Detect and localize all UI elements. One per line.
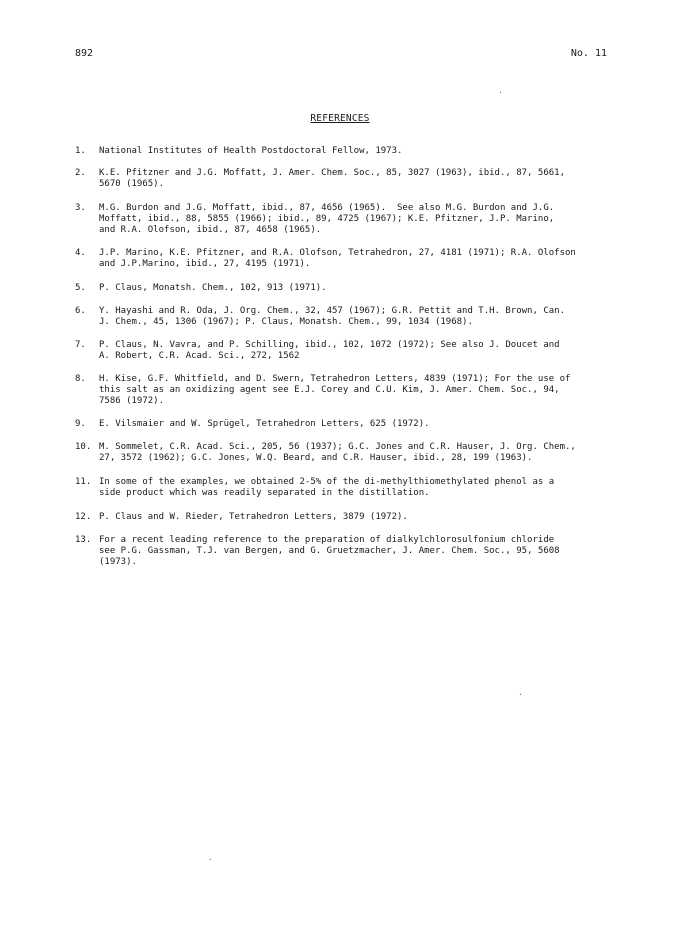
reference-text: K.E. Pfitzner and J.G. Moffatt, J. Amer. Chem. Soc., 85, 3027 (1963), ibid., 87, 5661, 5670 (1965). xyxy=(99,168,565,189)
reference-text: Y. Hayashi and R. Oda, J. Org. Chem., 32, 457 (1967); G.R. Pettit and T.H. Brown, Can. J. Chem., 45, 1306 (1967); P. Claus, Monatsh. Chem., 99, 1034 (1968). xyxy=(99,306,565,327)
stray-mark: · xyxy=(208,855,213,864)
reference-text: National Institutes of Health Postdoctoral Fellow, 1973. xyxy=(99,146,403,156)
reference-number: 3. xyxy=(75,203,86,213)
reference-text: H. Kise, G.F. Whitfield, and D. Swern, Tetrahedron Letters, 4839 (1971); For the use of this salt as an oxidizing agent see E.J. Corey and C.U. Kim, J. Amer. Chem. Soc., 94, 7586 (1972). xyxy=(99,374,571,406)
issue-number: No. 11 xyxy=(570,48,607,59)
reference-number: 11. xyxy=(75,477,92,487)
reference-number: 10. xyxy=(75,442,92,452)
reference-number: 13. xyxy=(75,535,92,545)
reference-text: P. Claus and W. Rieder, Tetrahedron Letters, 3879 (1972). xyxy=(99,512,408,522)
reference-text: P. Claus, N. Vavra, and P. Schilling, ibid., 102, 1072 (1972); See also J. Doucet and A. Robert, C.R. Acad. Sci., 272, 1562 xyxy=(99,340,560,361)
reference-text: M.G. Burdon and J.G. Moffatt, ibid., 87, 4656 (1965). See also M.G. Burdon and J.G. Moffatt, ibid., 88, 5855 (1966); ibid., 89, 4725 (1967); K.E. Pfitzner, J.P. Marino, and R.A. Olofson, ibid., 87, 4658 (1965). xyxy=(99,203,555,235)
page-number: 892 xyxy=(75,48,94,59)
reference-text: In some of the examples, we obtained 2-5% of the di-methylthiomethylated phenol as a side product which was readily separated in the distillation. xyxy=(99,477,555,498)
stray-mark: · xyxy=(498,88,503,97)
reference-number: 8. xyxy=(75,374,86,384)
reference-number: 7. xyxy=(75,340,86,350)
reference-text: For a recent leading reference to the preparation of dialkylchlorosulfonium chloride see P.G. Gassman, T.J. van Bergen, and G. Gruetzmacher, J. Amer. Chem. Soc., 95, 5608 (1973). xyxy=(99,535,560,567)
reference-number: 1. xyxy=(75,146,86,156)
reference-text: M. Sommelet, C.R. Acad. Sci., 205, 56 (1937); G.C. Jones and C.R. Hauser, J. Org. Chem., 27, 3572 (1962); G.C. Jones, W.Q. Beard, and C.R. Hauser, ibid., 28, 199 (1963). xyxy=(99,442,576,463)
reference-number: 6. xyxy=(75,306,86,316)
reference-number: 2. xyxy=(75,168,86,178)
reference-number: 4. xyxy=(75,248,86,258)
references-heading: REFERENCES xyxy=(310,113,370,124)
reference-number: 9. xyxy=(75,419,86,429)
reference-text: P. Claus, Monatsh. Chem., 102, 913 (1971). xyxy=(99,283,327,293)
reference-number: 12. xyxy=(75,512,92,522)
reference-number: 5. xyxy=(75,283,86,293)
stray-mark: · xyxy=(518,690,523,699)
reference-text: E. Vilsmaier and W. Sprügel, Tetrahedron Letters, 625 (1972). xyxy=(99,419,430,429)
reference-text: J.P. Marino, K.E. Pfitzner, and R.A. Olofson, Tetrahedron, 27, 4181 (1971); R.A. Olofson and J.P.Marino, ibid., 27, 4195 (1971). xyxy=(99,248,576,269)
